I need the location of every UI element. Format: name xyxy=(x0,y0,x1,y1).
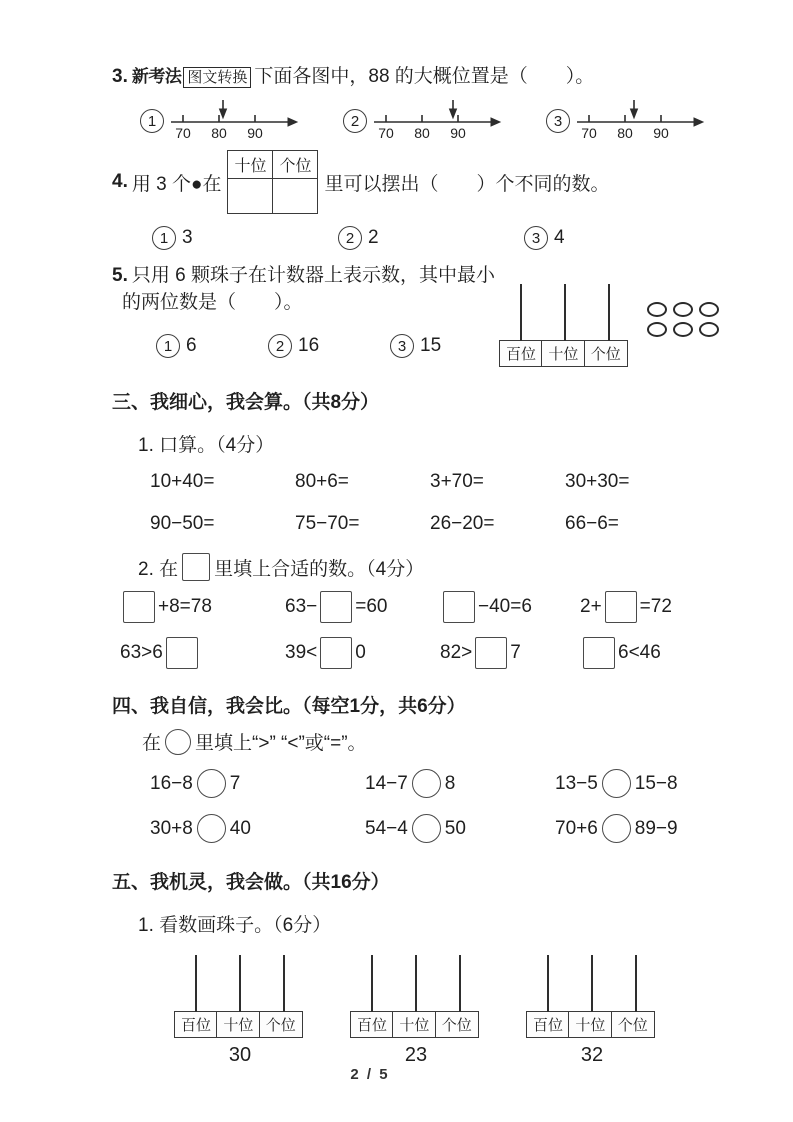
question-5-line1 xyxy=(112,262,499,289)
circled-number-3: 3 xyxy=(524,226,548,250)
option-1 xyxy=(156,334,268,358)
answer-box[interactable] xyxy=(583,637,615,669)
tens-label: 十位 xyxy=(216,1011,260,1038)
question-3-number: 3. xyxy=(112,66,128,87)
tens-rod xyxy=(415,955,417,1012)
loose-beads xyxy=(647,302,718,337)
hundreds-label: 百位 xyxy=(350,1011,394,1038)
tens-rod xyxy=(591,955,593,1012)
fill-problem: +8=78 xyxy=(120,591,285,623)
abacus-counter[interactable] xyxy=(350,955,482,1038)
bead-icon xyxy=(647,322,667,337)
abacus-counter[interactable] xyxy=(174,955,306,1038)
answer-circle[interactable] xyxy=(197,769,226,798)
ones-rod xyxy=(635,955,637,1012)
bead-icon xyxy=(699,302,719,317)
question-5-options xyxy=(156,334,499,358)
question-4-text-after: 里可以摆出（ ）个不同的数。 xyxy=(324,173,610,195)
answer-box[interactable] xyxy=(443,591,475,623)
position-arrow xyxy=(450,100,457,118)
circled-number-1: 1 xyxy=(140,109,164,133)
number-lines-row xyxy=(140,98,718,144)
answer-box-icon xyxy=(182,553,210,581)
hundreds-rod xyxy=(520,284,522,341)
fill-problem: 63− =60 xyxy=(285,591,440,623)
position-arrow xyxy=(220,100,227,118)
number-line-figure xyxy=(575,98,705,144)
counter-figure xyxy=(499,284,718,367)
circled-number-3: 3 xyxy=(546,109,570,133)
question-4-number: 4. xyxy=(112,171,128,192)
section-5-sub1-title: 1. 看数画珠子。（6分） xyxy=(138,915,332,936)
ones-label: 个位 xyxy=(584,340,628,367)
worksheet-page xyxy=(112,0,718,1067)
bead-icon xyxy=(647,302,667,317)
answer-circle[interactable] xyxy=(412,769,441,798)
comparison-problem: 70+6 89−9 xyxy=(555,814,718,843)
question-5-line2: 的两位数是（ ）。 xyxy=(122,292,303,313)
tick-label: 90 xyxy=(450,125,466,141)
comparison-grid xyxy=(150,769,718,843)
tens-rod xyxy=(239,955,241,1012)
ones-rod xyxy=(459,955,461,1012)
comparison-problem: 54−4 50 xyxy=(365,814,555,843)
answer-box[interactable] xyxy=(123,591,155,623)
math-problem: 90−50= xyxy=(150,513,215,534)
question-4 xyxy=(112,150,718,214)
fill-problem: 82> 7 xyxy=(440,637,580,669)
question-3-text: 下面各图中，88 的大概位置是（ ）。 xyxy=(254,66,595,87)
counter-target-number: 32 xyxy=(580,1044,604,1066)
option-3 xyxy=(524,226,710,250)
fill-problem: 2+ =72 xyxy=(580,591,718,623)
tick-label: 90 xyxy=(653,125,669,141)
answer-box[interactable] xyxy=(320,591,352,623)
section-4-title: 四、我自信，我会比。（每空1分，共6分） xyxy=(112,696,466,717)
sub2-title-post: 里填上合适的数。（4分） xyxy=(214,558,425,580)
hundreds-rod xyxy=(371,955,373,1012)
bead-icon xyxy=(699,322,719,337)
question-4-text-before: 用 3 个●在 xyxy=(131,173,222,195)
tick-label: 80 xyxy=(211,125,227,141)
counter-block-2 xyxy=(350,955,482,1067)
option-3-text: 4 xyxy=(554,227,565,248)
fill-problem: −40=6 xyxy=(440,591,580,623)
ones-label: 个位 xyxy=(435,1011,479,1038)
hundreds-label: 百位 xyxy=(174,1011,218,1038)
math-problem: 10+40= xyxy=(150,471,215,492)
ones-cell-empty xyxy=(273,179,318,214)
place-value-table xyxy=(227,150,318,214)
mental-math-grid xyxy=(150,471,718,535)
counter-block-1 xyxy=(174,955,306,1067)
hundreds-rod xyxy=(195,955,197,1012)
number-line-figure xyxy=(372,98,502,144)
tick-label: 70 xyxy=(378,125,394,141)
bead-icon xyxy=(673,322,693,337)
ones-label: 个位 xyxy=(611,1011,655,1038)
option-1-text: 3 xyxy=(182,227,193,248)
number-line-3 xyxy=(546,98,705,144)
section-4-instruction: 在 里填上“>” “<”或“=”。 xyxy=(142,728,718,755)
option-1 xyxy=(152,226,338,250)
option-3-text: 15 xyxy=(420,335,442,356)
counter-block-3 xyxy=(526,955,658,1067)
right-arrowhead xyxy=(694,118,703,126)
counter-target-number: 23 xyxy=(404,1044,428,1066)
new-method-badge: 新考法 xyxy=(131,67,182,86)
math-problem: 30+30= xyxy=(565,471,630,492)
answer-box[interactable] xyxy=(605,591,637,623)
circled-number-1: 1 xyxy=(156,334,180,358)
section-3-sub2-title xyxy=(138,553,718,581)
number-line-1 xyxy=(140,98,299,144)
hundreds-label: 百位 xyxy=(526,1011,570,1038)
comparison-problem: 13−5 15−8 xyxy=(555,769,718,798)
answer-box[interactable] xyxy=(320,637,352,669)
fill-problem: 63>6 xyxy=(120,637,285,669)
number-line-figure xyxy=(169,98,299,144)
right-arrowhead xyxy=(288,118,297,126)
option-3 xyxy=(390,334,441,358)
number-line-2 xyxy=(343,98,502,144)
ones-rod xyxy=(608,284,610,341)
answer-box[interactable] xyxy=(166,637,198,669)
option-2-text: 2 xyxy=(368,227,379,248)
math-problem: 75−70= xyxy=(295,513,360,534)
tens-cell-empty xyxy=(228,179,273,214)
tick-label: 80 xyxy=(617,125,633,141)
answer-circle[interactable] xyxy=(602,769,631,798)
option-2-text: 16 xyxy=(298,335,320,356)
tick-label: 70 xyxy=(175,125,191,141)
comparison-problem: 14−7 8 xyxy=(365,769,555,798)
comparison-problem: 16−8 7 xyxy=(150,769,365,798)
question-3 xyxy=(112,64,718,90)
fill-problem: 6<46 xyxy=(580,637,718,669)
position-arrow xyxy=(631,100,638,118)
answer-circle[interactable] xyxy=(412,814,441,843)
fill-in-grid xyxy=(120,591,718,669)
ones-label: 个位 xyxy=(259,1011,303,1038)
tick-label: 70 xyxy=(581,125,597,141)
tens-label: 十位 xyxy=(392,1011,436,1038)
ones-header: 个位 xyxy=(273,151,318,179)
hundreds-rod xyxy=(547,955,549,1012)
tick-label: 80 xyxy=(414,125,430,141)
option-2 xyxy=(338,226,524,250)
option-1-text: 6 xyxy=(186,335,197,356)
picture-text-badge: 图文转换 xyxy=(183,67,251,88)
circled-number-3: 3 xyxy=(390,334,414,358)
comparison-circle-icon xyxy=(165,729,191,755)
circled-number-2: 2 xyxy=(343,109,367,133)
bead-icon xyxy=(673,302,693,317)
sub2-title-pre: 2. 在 xyxy=(138,558,179,580)
question-4-options xyxy=(152,226,718,250)
section-3-title: 三、我细心，我会算。（共8分） xyxy=(112,392,380,413)
math-problem: 80+6= xyxy=(295,471,349,492)
tens-rod xyxy=(564,284,566,341)
tens-label: 十位 xyxy=(541,340,585,367)
fill-problem: 39< 0 xyxy=(285,637,440,669)
right-arrowhead xyxy=(491,118,500,126)
circled-number-2: 2 xyxy=(268,334,292,358)
question-5-text1: 只用 6 颗珠子在计数器上表示数，其中最小 xyxy=(131,265,495,286)
math-problem: 66−6= xyxy=(565,513,619,534)
draw-beads-counters xyxy=(174,955,718,1067)
answer-circle[interactable] xyxy=(602,814,631,843)
abacus-counter[interactable] xyxy=(526,955,658,1038)
circled-number-1: 1 xyxy=(152,226,176,250)
page-number: 2 / 5 xyxy=(350,1066,390,1083)
circled-number-2: 2 xyxy=(338,226,362,250)
section-3-sub1-title: 1. 口算。（4分） xyxy=(138,435,275,456)
question-5 xyxy=(112,262,718,367)
option-2 xyxy=(268,334,390,358)
math-problem: 3+70= xyxy=(430,471,484,492)
tens-label: 十位 xyxy=(568,1011,612,1038)
counter-target-number: 30 xyxy=(228,1044,252,1066)
question-5-number: 5. xyxy=(112,265,128,286)
comparison-problem: 30+8 40 xyxy=(150,814,365,843)
hundreds-label: 百位 xyxy=(499,340,543,367)
answer-box[interactable] xyxy=(475,637,507,669)
tick-label: 90 xyxy=(247,125,263,141)
answer-circle[interactable] xyxy=(197,814,226,843)
math-problem: 26−20= xyxy=(430,513,495,534)
abacus-counter xyxy=(499,284,631,367)
ones-rod xyxy=(283,955,285,1012)
section-5-title: 五、我机灵，我会做。（共16分） xyxy=(112,872,390,893)
tens-header: 十位 xyxy=(228,151,273,179)
